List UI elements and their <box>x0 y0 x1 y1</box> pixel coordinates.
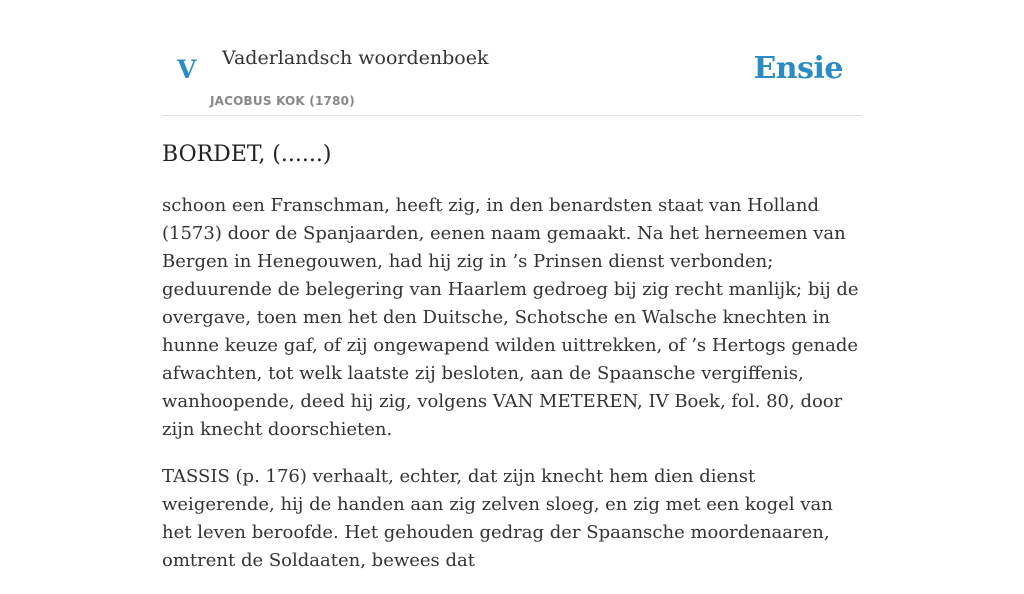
entry-paragraph: schoon een Franschman, heeft zig, in den benardsten staat van Holland (1573) door de Spanjaarden, eenen naam gemaakt. Na het herneemen van Bergen in Henegouwen, had hij zig in ’s Prinsen dienst verbonden; geduurende de belegering van Haarlem gedroeg bij zig recht manlijk; bij de overgave, toen men het den Duitsche, Schotsche en Walsche knechten in hunne keuze gaf, of zij ongewapend wilden uittrekken, of ’s Hertogs genade afwachten, tot welk laatste zij besloten, aan de Spaansche vergiffenis, wanhoopende, deed hij zig, volgens VAN METEREN, IV Boek, fol. 80, door zijn knecht doorschieten. <box>162 195 859 440</box>
book-title[interactable]: Vaderlandsch woordenboek <box>222 47 489 69</box>
entry-title: BORDET, (......) <box>162 142 332 167</box>
entry-body <box>162 192 862 594</box>
entry-paragraph: TASSIS (p. 176) verhaalt, echter, dat zijn knecht hem dien dienst weigerende, hij de handen aan zig zelven sloeg, en zig met een kogel van het leven beroofde. Het gehouden gedrag der Spaansche moordenaaren, omtrent de Soldaaten, bewees dat <box>162 466 833 571</box>
index-letter[interactable]: V <box>177 55 197 84</box>
page <box>162 0 862 571</box>
header <box>162 0 862 116</box>
brand-logo[interactable]: Ensie <box>753 51 843 86</box>
book-author: JACOBUS KOK (1780) <box>210 94 355 108</box>
